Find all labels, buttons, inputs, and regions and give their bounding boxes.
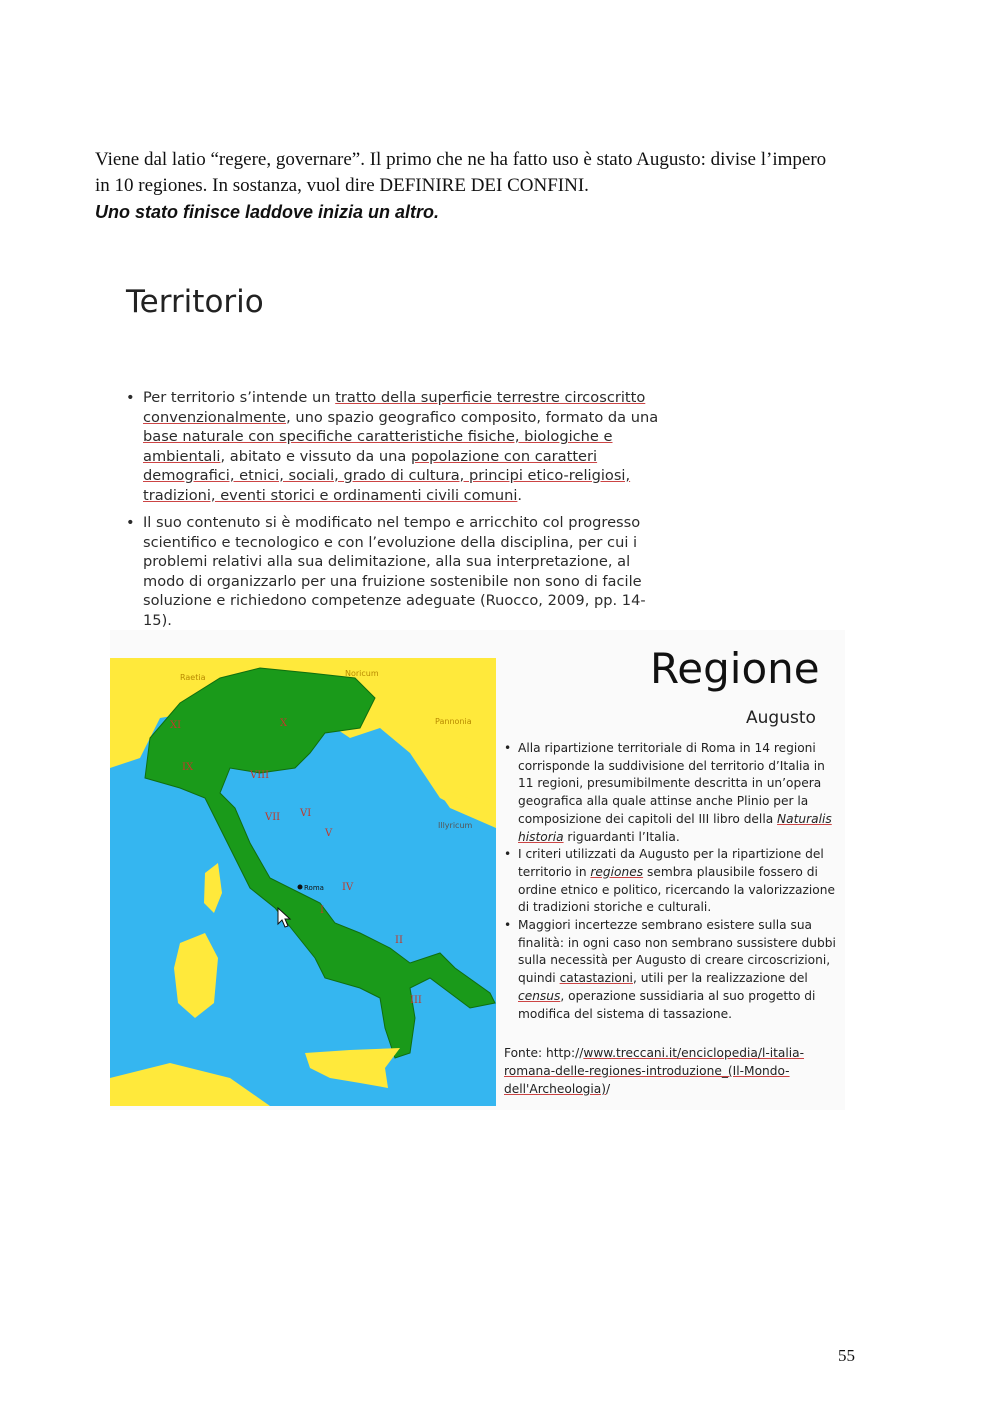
underlined-italic-text: census (518, 988, 561, 1003)
map-label-region-i: I (320, 905, 324, 916)
source-link[interactable]: www.treccani.it/enciclopedia/l-italia-romana-delle-regiones-introduzione_(Il-Mondo-dell'Archeologia) (504, 1046, 805, 1096)
bullet-text: . (517, 486, 523, 504)
bullet-text: riguardanti l’Italia. (563, 829, 680, 844)
regione-bullet-2 (504, 846, 844, 917)
map-svg (110, 658, 496, 1106)
map-label-region-ii: II (395, 935, 403, 946)
bullet-text: Alla ripartizione territoriale di Roma in 14 regioni corrisponde la suddivisione del territorio d’Italia in 11 regioni, presumibilmente descritta in un’opera geografica alla quale attinse anche Plinio per la composizione dei capitoli del III libro della (518, 741, 825, 826)
slide-regione-subtitle: Augusto (746, 708, 816, 728)
map-label-pannonia: Pannonia (435, 717, 472, 726)
underlined-text: base naturale con specifiche caratteristiche fisiche, biologiche e ambientali (143, 428, 613, 465)
intro-emphasis: Uno stato finisce laddove inizia un altro. (95, 202, 440, 222)
source-prefix: Fonte: http:// (504, 1046, 584, 1060)
bullet-text: Per territorio s’intende un (143, 389, 336, 406)
bullet-text: I criteri utilizzati da Augusto per la ripartizione del territorio in (518, 847, 824, 879)
regione-bullet-3 (504, 917, 844, 1023)
underlined-text: popolazione con caratteri demografici, etnici, sociali, grado di cultura, principi etico-religiosi, tradizioni, eventi storici e ordinamenti civili comuni (143, 447, 631, 504)
map-label-region-x: X (280, 718, 288, 729)
bullet-text: , uno spazio geografico composito, formato da una (286, 408, 659, 426)
territorio-bullet-2: • Il suo contenuto si è modificato nel tempo e arricchito col progresso scientifico e tecnologico e con l’evoluzione della disciplina, per cui i problemi relativi alla sua delimitazione, alla sua interpretazione, al modo di organizzarlo per una fruizione sostenibile non sono di facile soluzione e richiedono competenze adeguate (Ruocco, 2009, pp. 14-15). (126, 513, 671, 630)
map-label-raetia: Raetia (180, 673, 206, 682)
map-label-region-vi: VI (300, 808, 312, 819)
roman-italy-regions-map (110, 658, 496, 1106)
map-label-region-viii: VIII (250, 770, 270, 781)
intro-paragraph (95, 147, 895, 225)
map-label-region-v: V (325, 828, 333, 839)
bullet-text: , abitato e vissuto da una (220, 447, 411, 465)
map-label-noricum: Noricum (345, 669, 379, 678)
bullet-text: , operazione sussidiaria al suo progetto di modifica del sistema di tassazione. (518, 988, 816, 1021)
map-label-region-iii: III (410, 995, 422, 1006)
underlined-text: tratto della superficie terrestre circoscritto convenzionalmente (143, 389, 646, 426)
slide-territorio-title: Territorio (126, 284, 264, 320)
page-number: 55 (838, 1346, 855, 1365)
map-label-roma: Roma (304, 884, 324, 892)
slide-territorio-bullets (126, 388, 671, 638)
slide-territorio (110, 270, 670, 629)
map-label-region-iv: IV (342, 882, 354, 893)
slide-regione-title: Regione (650, 644, 820, 693)
underlined-italic-text: regiones (590, 864, 644, 879)
map-label-region-xi: XI (170, 720, 182, 731)
bullet-text: Maggiori incertezze sembrano esistere sulla sua finalità: in ogni caso non sembrano sussistere dubbi sulla necessità per Augusto di creare circoscrizioni, quindi (518, 918, 836, 986)
map-label-region-ix: IX (182, 762, 194, 773)
bullet-text: , utili per la realizzazione del (632, 971, 808, 986)
map-label-illyricum: Illyricum (438, 821, 473, 830)
territorio-bullet-1 (126, 388, 671, 505)
underlined-text: catastazioni (559, 971, 633, 986)
bullet-text: sembra plausibile fossero di ordine etnico e politico, ricercando la valorizzazione di tradizioni storiche e culturali. (518, 864, 835, 915)
slide-regione-bullets (504, 740, 844, 1023)
intro-line-2: in 10 regiones. In sostanza, vuol dire DEFINIRE DEI CONFINI. (95, 175, 589, 196)
source-suffix: / (606, 1082, 611, 1096)
map-label-region-vii: VII (265, 812, 281, 823)
source-citation (504, 1044, 834, 1098)
map-roma-dot (298, 885, 303, 890)
underlined-italic-text: Naturalis historia (518, 811, 832, 844)
slide-regione (110, 630, 845, 1110)
intro-line-1: Viene dal latio “regere, governare”. Il primo che ne ha fatto uso è stato Augusto: divise l’impero (95, 149, 827, 170)
regione-bullet-1 (504, 740, 844, 846)
